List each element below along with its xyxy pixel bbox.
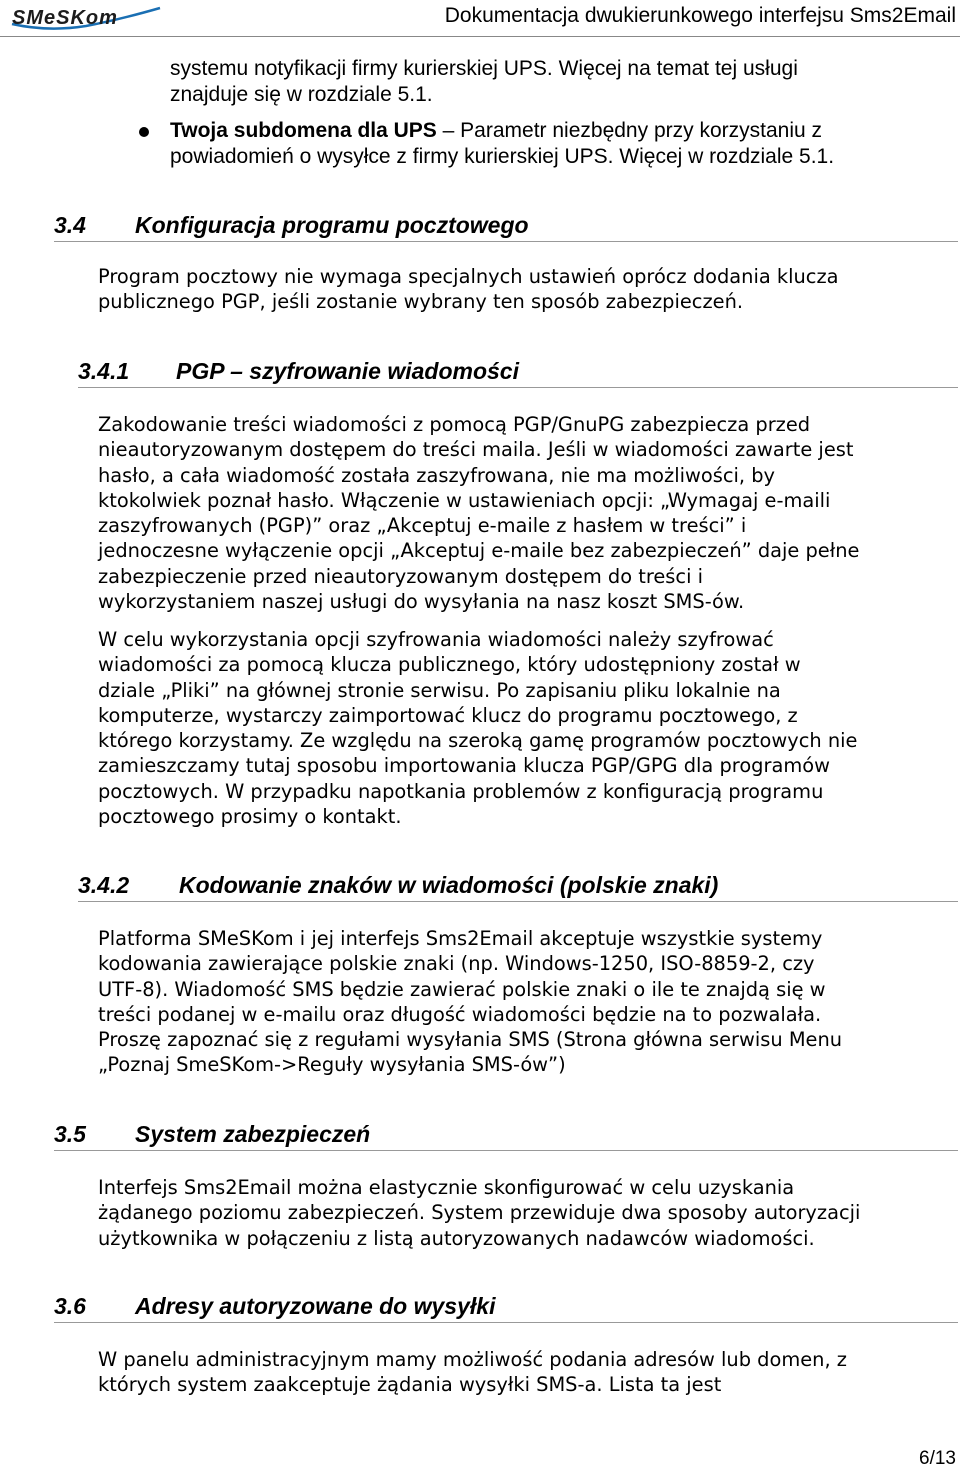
- text-line: którego korzystamy. Ze względu na szeroką gamę programów pocztowych nie: [98, 729, 858, 753]
- text-line: UTF-8). Wiadomość SMS będzie zawierać polskie znaki o ile te znajdą się w: [98, 977, 826, 1001]
- section-paragraph: [98, 1347, 847, 1398]
- section-divider: [78, 901, 958, 902]
- section-number: 3.4.2: [78, 872, 130, 898]
- intro-paragraph: [170, 56, 798, 107]
- text-line: dziale „Pliki” na głównej stronie serwisu. Po zapisaniu pliku lokalnie na: [98, 678, 781, 702]
- text-line: komputerze, wystarczy zaimportować klucz do programu pocztowego, z: [98, 703, 798, 727]
- text-line: żądanego poziomu zabezpieczeń. System przewiduje dwa sposoby autoryzacji: [98, 1201, 861, 1225]
- section-divider: [54, 241, 958, 242]
- text-line: wykorzystaniem naszej usługi do wysyłania na nasz koszt SMS-ów.: [98, 590, 745, 614]
- section-divider: [78, 387, 958, 388]
- bullet-text: – Parametr niezbędny przy korzystaniu z: [436, 119, 822, 142]
- text-line: których system zaakceptuje żądania wysyłki SMS-a. Lista ta jest: [98, 1373, 722, 1397]
- text-line: systemu notyfikacji firmy kurierskiej UPS. Więcej na temat tej usługi: [170, 57, 798, 80]
- section-paragraph: [98, 264, 839, 315]
- page-number: 6/13: [919, 1448, 956, 1469]
- bullet-icon: [139, 127, 149, 137]
- section-title: Konfiguracja programu pocztowego: [135, 212, 529, 238]
- section-number: 3.6: [54, 1293, 86, 1319]
- smeskom-logo: [8, 2, 168, 32]
- svg-text:SMeSKom: SMeSKom: [12, 7, 118, 29]
- text-line: zamieszczamy tutaj sposobu importowania klucza PGP/GPG dla programów: [98, 754, 830, 778]
- text-line: jednoczesne wyłączenie opcji „Akceptuj e-maile bez zabezpieczeń” daje pełne: [98, 539, 860, 563]
- section-title: System zabezpieczeń: [135, 1121, 371, 1147]
- section-paragraph: [98, 627, 857, 829]
- document-title: Dokumentacja dwukierunkowego interfejsu Sms2Email: [444, 4, 956, 27]
- section-paragraph: [98, 926, 842, 1078]
- text-line: Proszę zapoznać się z regułami wysyłania SMS (Strona główna serwisu Menu: [98, 1028, 843, 1052]
- header-divider: [0, 36, 960, 37]
- text-line: wiadomości za pomocą klucza publicznego, który udostępniony został w: [98, 653, 801, 677]
- text-line: nieautoryzowanym dostępem do treści maila. Jeśli w wiadomości zawarte jest: [98, 438, 854, 462]
- section-title: PGP – szyfrowanie wiadomości: [176, 358, 519, 384]
- text-line: „Poznaj SmeSKom->Reguły wysyłania SMS-ów”): [98, 1053, 566, 1077]
- section-paragraph: [98, 1175, 860, 1251]
- text-line: W panelu administracyjnym mamy możliwość podania adresów lub domen, z: [98, 1348, 847, 1371]
- text-line: znajduje się w rozdziale 5.1.: [170, 82, 433, 106]
- text-line: Interfejs Sms2Email można elastycznie skonfigurować w celu uzyskania: [98, 1176, 795, 1199]
- section-divider: [54, 1150, 958, 1151]
- section-title: Kodowanie znaków w wiadomości (polskie znaki): [179, 872, 719, 898]
- text-line: kodowania zawierające polskie znaki (np. Windows-1250, ISO-8859-2, czy: [98, 952, 815, 976]
- text-line: pocztowych. W przypadku napotkania problemów z konfiguracją programu: [98, 779, 824, 803]
- text-line: hasło, a cała wiadomość została zaszyfrowana, nie ma możliwości, by: [98, 463, 775, 487]
- section-number: 3.4: [54, 212, 86, 238]
- page-header: [0, 0, 960, 36]
- text-line: W celu wykorzystania opcji szyfrowania wiadomości należy szyfrować: [98, 628, 774, 651]
- text-line: publicznego PGP, jeśli zostanie wybrany ten sposób zabezpieczeń.: [98, 290, 744, 314]
- text-line: zabezpieczenie przed nieautoryzowanym dostępem do treści i: [98, 564, 704, 588]
- section-divider: [54, 1322, 958, 1323]
- bullet-term: Twoja subdomena dla UPS: [170, 119, 437, 142]
- text-line: Platforma SMeSKom i jej interfejs Sms2Email akceptuje wszystkie systemy: [98, 927, 823, 950]
- text-line: Program pocztowy nie wymaga specjalnych ustawień oprócz dodania klucza: [98, 265, 839, 288]
- bullet-text-continued: powiadomień o wysyłce z firmy kurierskiej UPS. Więcej w rozdziale 5.1.: [170, 144, 835, 168]
- section-number: 3.5: [54, 1121, 86, 1147]
- text-line: zaszyfrowanych (PGP)” oraz „Akceptuj e-maile z hasłem w treści” i: [98, 514, 747, 538]
- text-line: treści podanej w e-mailu oraz długość wiadomości będzie na to pozwalała.: [98, 1002, 822, 1026]
- text-line: Zakodowanie treści wiadomości z pomocą PGP/GnuPG zabezpiecza przed: [98, 413, 811, 436]
- bullet-item: [170, 118, 834, 169]
- text-line: pocztowego prosimy o kontakt.: [98, 805, 402, 829]
- section-paragraph: [98, 412, 859, 614]
- section-title: Adresy autoryzowane do wysyłki: [135, 1293, 496, 1319]
- text-line: ktokolwiek poznał hasło. Włączenie w ustawieniach opcji: „Wymagaj e-maili: [98, 488, 831, 512]
- section-number: 3.4.1: [78, 358, 130, 384]
- text-line: użytkownika w połączeniu z listą autoryzowanych nadawców wiadomości.: [98, 1226, 815, 1250]
